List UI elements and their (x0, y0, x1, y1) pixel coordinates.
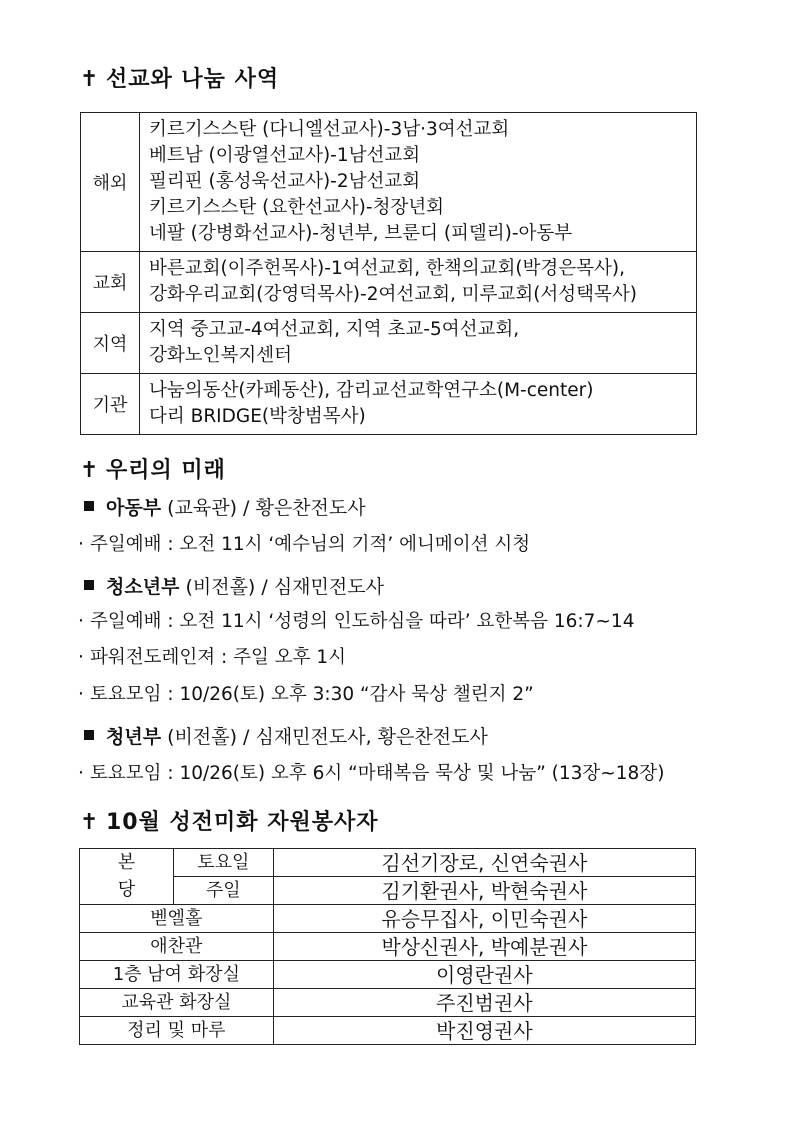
square-bullet-icon (84, 501, 94, 511)
volunteer-row (80, 905, 696, 933)
dept-name: 청년부 (106, 726, 162, 748)
volunteer-names: 김선기장로, 신연숙권사 (273, 849, 695, 877)
mission-line: 키르기스스탄 (다니엘선교사)-3남·3여선교회 (149, 119, 510, 140)
mission-section-title (80, 62, 279, 93)
volunteer-row (80, 849, 696, 877)
volunteer-row (80, 933, 696, 961)
dept-place: (비전홀) / 심재민전도사 (179, 576, 384, 598)
volunteer-names: 김기환권사, 박현숙권사 (273, 877, 695, 905)
mission-row-overseas (81, 113, 697, 252)
volunteer-day: 토요일 (173, 849, 273, 877)
young-adults-item: · 토요모임 : 10/26(토) 오후 6시 “마태복음 묵상 및 나눔” (13장~18장) (78, 763, 665, 784)
mission-title-text: 선교와 나눔 사역 (106, 67, 280, 92)
item-text: 토요모임 : 10/26(토) 오후 3:30 “감사 묵상 챌린지 2” (90, 684, 534, 705)
volunteer-place: 교육관 화장실 (80, 989, 274, 1017)
mission-lines (140, 374, 697, 435)
volunteer-table (79, 848, 696, 1045)
mission-category: 해외 (81, 113, 140, 252)
volunteer-row (80, 989, 696, 1017)
mission-line: 나눔의동산(카페동산), 감리교선교학연구소(M-center) (149, 380, 594, 401)
volunteer-place: 벧엘홀 (80, 905, 274, 933)
mission-line: 네팔 (강병화선교사)-청년부, 브룬디 (피델리)-아동부 (149, 223, 573, 244)
mission-category: 기관 (81, 374, 140, 435)
mission-line: 다리 BRIDGE(박창범목사) (149, 406, 366, 427)
cross-icon: ✝ (80, 67, 100, 92)
square-bullet-icon (84, 730, 94, 740)
dept-place: (비전홀) / 심재민전도사, 황은찬전도사 (161, 726, 488, 748)
item-text: 주일예배 : 오전 11시 ‘예수님의 기적’ 에니메이션 시청 (90, 534, 531, 555)
mission-lines (140, 313, 697, 374)
volunteers-title-text: 10월 성전미화 자원봉사자 (106, 810, 379, 835)
square-bullet-icon (84, 580, 94, 590)
mission-row-church (81, 252, 697, 313)
mission-table (80, 112, 697, 435)
cross-icon: ✝ (80, 810, 100, 835)
mission-category: 교회 (81, 252, 140, 313)
dept-place: (교육관) / 황은찬전도사 (161, 497, 366, 519)
youth-item: · 주일예배 : 오전 11시 ‘성령의 인도하심을 따라’ 요한복음 16:7~14 (78, 611, 635, 632)
main-hall-label: 본 (80, 849, 174, 877)
children-dept-heading (84, 493, 366, 520)
item-text: 파워전도레인져 : 주일 오후 1시 (90, 647, 346, 668)
main-hall-label: 당 (80, 877, 174, 905)
mission-line: 필리핀 (홍성욱선교사)-2남선교회 (149, 171, 421, 192)
mission-lines (140, 113, 697, 252)
youth-dept-heading (84, 572, 384, 599)
mission-line: 강화노인복지센터 (149, 345, 292, 366)
volunteer-names: 박진영권사 (273, 1017, 695, 1045)
dept-name: 청소년부 (106, 576, 180, 598)
volunteers-section-title (80, 805, 378, 836)
mission-line: 바른교회(이주헌목사)-1여선교회, 한책의교회(박경은목사), (149, 258, 625, 279)
item-text: 주일예배 : 오전 11시 ‘성령의 인도하심을 따라’ 요한복음 16:7~14 (90, 611, 635, 632)
volunteer-row (80, 877, 696, 905)
children-item: · 주일예배 : 오전 11시 ‘예수님의 기적’ 에니메이션 시청 (78, 534, 531, 555)
volunteer-names: 이영란권사 (273, 961, 695, 989)
mission-line: 강화우리교회(강영덕목사)-2여선교회, 미루교회(서성택목사) (149, 284, 637, 305)
young-adults-dept-heading (84, 722, 488, 749)
volunteer-names: 박상신권사, 박예분권사 (273, 933, 695, 961)
volunteer-row (80, 961, 696, 989)
youth-item: · 파워전도레인져 : 주일 오후 1시 (78, 647, 346, 668)
mission-row-region (81, 313, 697, 374)
volunteer-place: 정리 및 마루 (80, 1017, 274, 1045)
mission-line: 지역 중고교-4여선교회, 지역 초교-5여선교회, (149, 319, 520, 340)
volunteer-names: 주진범권사 (273, 989, 695, 1017)
mission-category: 지역 (81, 313, 140, 374)
mission-row-institution (81, 374, 697, 435)
item-text: 토요모임 : 10/26(토) 오후 6시 “마태복음 묵상 및 나눔” (13장~18장) (90, 763, 665, 784)
volunteer-place: 1층 남여 화장실 (80, 961, 274, 989)
cross-icon: ✝ (80, 458, 100, 483)
mission-line: 키르기스스탄 (요한선교사)-청장년회 (149, 197, 445, 218)
mission-line: 베트남 (이광열선교사)-1남선교회 (149, 145, 421, 166)
volunteer-place: 애찬관 (80, 933, 274, 961)
volunteer-day: 주일 (173, 877, 273, 905)
dept-name: 아동부 (106, 497, 162, 519)
future-title-text: 우리의 미래 (106, 458, 226, 483)
volunteer-row (80, 1017, 696, 1045)
volunteer-names: 유승무집사, 이민숙권사 (273, 905, 695, 933)
mission-lines (140, 252, 697, 313)
youth-item: · 토요모임 : 10/26(토) 오후 3:30 “감사 묵상 챌린지 2” (78, 684, 534, 705)
future-section-title (80, 453, 226, 484)
